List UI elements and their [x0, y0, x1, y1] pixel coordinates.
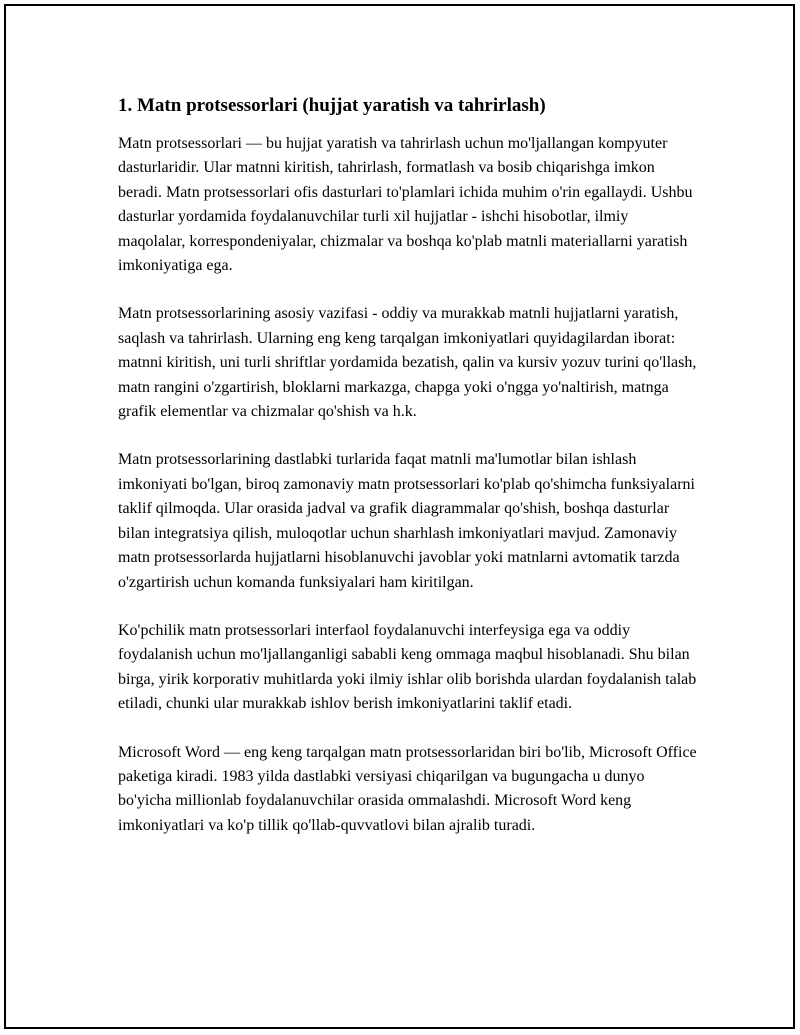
- paragraph-5: Microsoft Word — eng keng tarqalgan matn protsessorlaridan biri bo'lib, Microsoft Office paketiga kiradi. 1983 yilda dastlabki versiyasi chiqarilgan va bugungacha u dunyo bo'yicha millionlab foydalanuvchilar orasida ommalashdi. Microsoft Word keng imkoniyatlari va ko'p tillik qo'llab-quvvatlovi bilan ajralib turadi.: [118, 743, 697, 834]
- paragraph-1: Matn protsessorlari — bu hujjat yaratish va tahrirlash uchun mo'ljallangan kompyuter dasturlaridir. Ular matnni kiritish, tahrirlash, formatlash va bosib chiqarishga imkon beradi. Matn protsessorlari ofis dasturlari to'plamlari ichida muhim o'rin egallaydi. Ushbu dasturlar yordamida foydalanuvchilar turli xil hujjatlar - ishchi hisobotlar, ilmiy maqolalar, korrespondeniyalar, chizmalar va boshqa ko'plab matnli materiallarni yaratish imkoniyatiga ega.: [118, 135, 693, 275]
- paragraph-3: Matn protsessorlarining dastlabki turlarida faqat matnli ma'lumotlar bilan ishlash imkoniyati bo'lgan, biroq zamonaviy matn protsessorlari ko'plab qo'shimcha funksiyalarni taklif qilmoqda. Ular orasida jadval va grafik diagrammalar qo'shish, boshqa dasturlar bilan integratsiya qilish, muloqotlar uchun sharhlash imkoniyatlari mavjud. Zamonaviy matn protsessorlarda hujjatlarni hisoblanuvchi javoblar yoki matnlarni avtomatik tarzda o'zgartirish uchun komanda funksiyalari ham kiritilgan.: [118, 451, 695, 591]
- paragraph-2: Matn protsessorlarining asosiy vazifasi - oddiy va murakkab matnli hujjatlarni yaratish, saqlash va tahrirlash. Ularning eng keng tarqalgan imkoniyatlari quyidagilardan iborat: matnni kiritish, uni turli shriftlar yordamida bezatish, qalin va kursiv yozuv turini qo'llash, matn rangini o'zgartirish, bloklarni markazga, chapga yoki o'ngga yo'naltirish, matnga grafik elementlar va chizmalar qo'shish va h.k.: [118, 305, 697, 421]
- paragraph-4: Ko'pchilik matn protsessorlari interfaol foydalanuvchi interfeysiga ega va oddiy foydalanish uchun mo'ljallanganligi sababli keng ommaga maqbul hisoblanadi. Shu bilan birga, yirik korporativ muhitlarda yoki ilmiy ishlar olib borishda ulardan foydalanish talab etiladi, chunki ular murakkab ishlov berish imkoniyatlarini taklif etadi.: [118, 621, 697, 713]
- document-body: [118, 94, 698, 862]
- section-heading: 1. Matn protsessorlari (hujjat yaratish va tahrirlash): [118, 95, 546, 116]
